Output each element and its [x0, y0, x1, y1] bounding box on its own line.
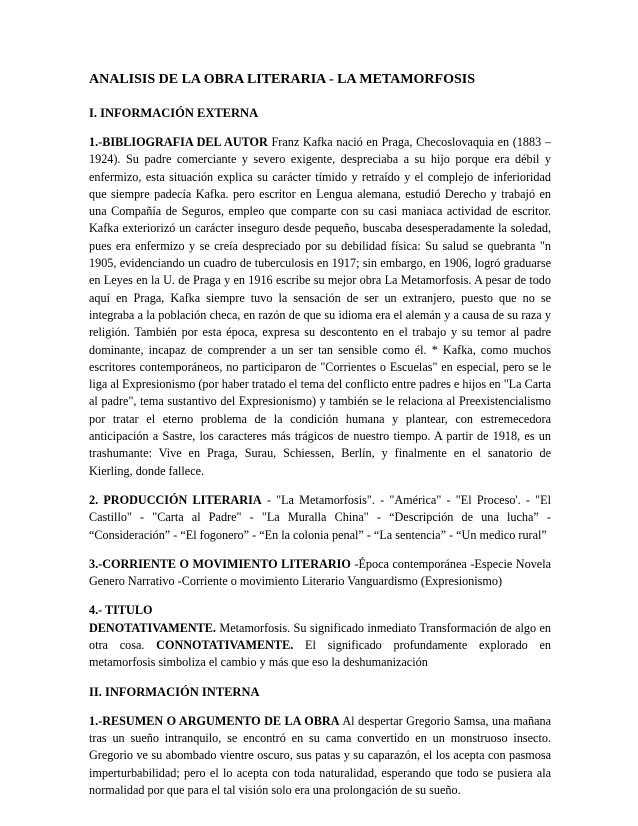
bibliografia-paragraph: [89, 134, 551, 480]
bibliografia-label: 1.-BIBLIOGRAFIA DEL AUTOR: [89, 135, 268, 149]
connotativo-text: El significado profundamente explorado en metamorfosis simboliza el cambio y más que eso la deshumanización: [89, 638, 552, 670]
produccion-paragraph: [89, 492, 551, 544]
connotativo-label: CONNOTATIVAMENTE.: [156, 638, 294, 653]
denotativo-label: DENOTATIVAMENTE.: [89, 620, 216, 635]
section-heading-informacion-interna: II. INFORMACIÓN INTERNA: [89, 684, 260, 699]
produccion-label: 2. PRODUCCIÓN LITERARIA: [89, 492, 262, 507]
produccion-text: - "La Metamorfosis". - "América" - "El Proceso'. - "El Castillo" - "Carta al Padre" - "La Muralla China" - “Descripción de una lucha” - “Consideración” - “El fogonero” - “En la colonia penal” - “La sentencia” - “Un medico rural”: [89, 492, 551, 542]
resumen-paragraph: [89, 713, 551, 799]
corriente-paragraph: [89, 556, 551, 591]
document-title: ANALISIS DE LA OBRA LITERARIA - LA METAMORFOSIS: [89, 72, 475, 87]
corriente-label: 3.-CORRIENTE O MOVIMIENTO LITERARIO: [89, 556, 351, 571]
titulo-paragraph: [89, 602, 551, 671]
denotativo-text: Metamorfosis. Su significado inmediato Transformación de algo en otra cosa.: [89, 620, 551, 653]
resumen-text: Al despertar Gregorio Samsa, una mañana tras un sueño intranquilo, se encontró en su cama convertido en un monstruoso insecto. Gregorio ve su abombado vientre oscuro, sus patas y su caparazón, el los acepta con pasmosa imperturbabilidad; pero el lo acepta con toda naturalidad, esperando que todo se pusiera ala normalidad por que para el tal visión solo era una prolongación de su sueño.: [89, 713, 551, 797]
corriente-text: -Época contemporánea -Especie Novela Genero Narrativo -Corriente o movimiento Literario Vanguardismo (Expresionismo): [89, 556, 551, 589]
bibliografia-text: Franz Kafka nació en Praga, Checoslovaquia en (1883 – 1924). Su padre comerciante y severo exigente, despreciaba a su hijo porque era débil y enfermizo, esta situación explica su carácter tímido y retraído y el complejo de inferioridad que siempre padecía Kafka. pero escritor en Lengua alemana, estudió Derecho y trabajó en una Compañía de Seguros, empleo que comparte con su casi maniaca actividad de escritor. Kafka exteriorizó un carácter inseguro desde pequeño, buscaba desesperadamente la soledad, pues era enfermizo y se creía despreciado por su debilidad física: Su salud se quebranta "n 1905, evidenciando un cuadro de tuberculosis en 1917; sin embargo, en 1906, logró graduarse en Leyes en la U. de Praga y en 1916 escribe su mejor obra La Metamorfosis. A pesar de todo aquí en Praga, Kafka siempre tuvo la sensación de ser un extranjero, puesto que no se integraba a la población checa, en razón de que su idioma era el alemán y a causa de su raza y religión. También por esta época, expresa su descontento en el trabajo y su temor al padre dominante, incapaz de comprender a un ser tan sensible como él. * Kafka, como muchos escritores contemporáneos, no participaron de "Corrientes o Escuelas" en especial, pero se le liga al Expresionismo (por haber tratado el tema del conflicto entre padres e hijos en "La Carta al padre", tema sustantivo del Expresionismo) y también se le relaciona al Preexistencialismo por tratar el eterno problema de la condición humana y plantear, con estremecedora anticipación a Sastre, los caracteres más trágicos de nuestro tiempo. A partir de 1918, es un trashumante: Vive en Praga, Surau, Schiessen, Berlín, y finalmente en el sanatorio de Kierling, donde fallece.: [89, 135, 551, 478]
titulo-label: 4.- TITULO: [89, 603, 153, 618]
resumen-label: 1.-RESUMEN O ARGUMENTO DE LA OBRA: [89, 713, 340, 728]
section-heading-informacion-externa: I. INFORMACIÓN EXTERNA: [89, 106, 259, 120]
document-body: [89, 71, 551, 811]
